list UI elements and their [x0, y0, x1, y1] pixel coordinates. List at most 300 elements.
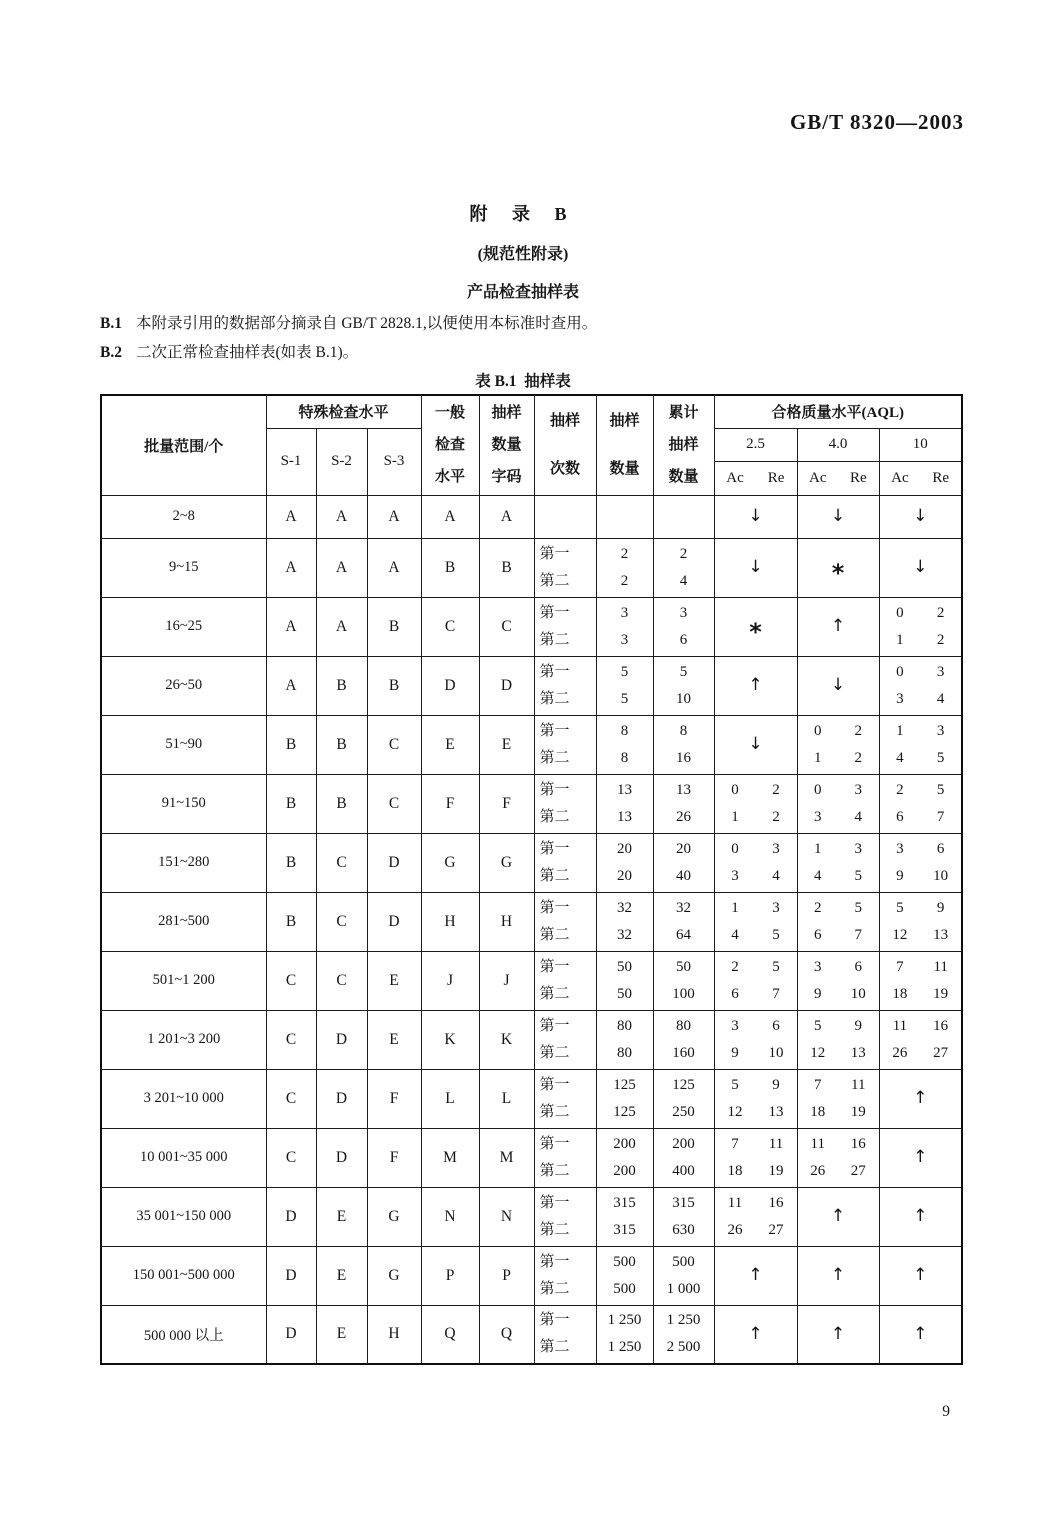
ac-value: 6 [814, 926, 822, 943]
general-cell [421, 1187, 479, 1246]
header-general-level [421, 395, 479, 495]
general-value: J [447, 971, 454, 989]
s2-value: C [336, 912, 347, 930]
cum-qty-cell [653, 495, 714, 538]
s3-value: B [388, 617, 400, 635]
ac-value: 3 [731, 867, 739, 884]
s1-cell [266, 1305, 316, 1364]
code-cell [479, 774, 534, 833]
sample-qty-value: 13 [617, 781, 633, 798]
header-batch-range: 批量范围/个 [101, 395, 266, 495]
batch-range-value: 1 201~3 200 [147, 1031, 221, 1047]
sample-times-cell [534, 1128, 596, 1187]
ac-value: 12 [810, 1044, 826, 1061]
s3-cell [367, 1187, 421, 1246]
s1-value: C [285, 971, 297, 989]
batch-range-value: 501~1 200 [152, 972, 215, 988]
table-row [101, 1010, 962, 1069]
aql-values-line [880, 922, 962, 949]
aql-values-line [798, 1040, 879, 1067]
code-cell [479, 1069, 534, 1128]
aql-values-line [798, 1013, 879, 1040]
aql-cell [879, 1010, 962, 1069]
ac-value: 0 [814, 781, 822, 798]
cum-qty-value: 630 [672, 1221, 695, 1238]
appendix-subtitle: (规范性附录) [477, 246, 569, 263]
ac-value: 5 [814, 1017, 822, 1034]
sample-qty-cell [596, 715, 653, 774]
batch-range-cell [101, 597, 266, 656]
s3-value: C [388, 735, 400, 753]
ac-value: 1 [814, 840, 822, 857]
batch-range-cell [101, 833, 266, 892]
cum-qty-value: 32 [676, 899, 692, 916]
header-cum-qty [653, 395, 714, 495]
table-row [101, 833, 962, 892]
sample-qty-value: 500 [613, 1253, 636, 1270]
paragraph-b1-label: B.1 [100, 315, 122, 332]
sample-times-cell [534, 1010, 596, 1069]
ac-value: 12 [892, 926, 908, 943]
ac-value: 3 [731, 1017, 739, 1034]
code-cell [479, 656, 534, 715]
s3-value: G [388, 1266, 400, 1284]
aql-cell [714, 1305, 797, 1364]
re-value: 3 [772, 840, 780, 857]
cum-qty-value: 13 [676, 781, 692, 798]
s3-cell [367, 951, 421, 1010]
header-ac: Ac [726, 469, 744, 486]
sample-qty-value: 125 [613, 1076, 636, 1093]
code-value: P [502, 1266, 511, 1284]
sample-times-cell [534, 774, 596, 833]
aql-values-line [880, 895, 962, 922]
ac-value: 11 [892, 1017, 908, 1034]
general-cell [421, 656, 479, 715]
sample-times-cell [534, 833, 596, 892]
aql-values-line [715, 922, 797, 949]
general-cell [421, 951, 479, 1010]
ac-value: 6 [731, 985, 739, 1002]
s3-value: A [388, 558, 400, 576]
s2-value: D [335, 1148, 348, 1166]
re-value: 27 [768, 1221, 784, 1238]
sample-qty-value: 20 [617, 867, 633, 884]
cum-qty-value: 64 [676, 926, 692, 943]
aql-cell [797, 656, 879, 715]
sample-times-value: 第一 [539, 604, 570, 621]
s2-cell [316, 1246, 367, 1305]
header-special-group: 特殊检查水平 [266, 395, 421, 428]
aql-values-line [798, 863, 879, 890]
batch-range-value: 150 001~500 000 [132, 1267, 235, 1283]
general-cell [421, 833, 479, 892]
arrow-down-icon: ↓ [748, 734, 763, 754]
cum-qty-value: 10 [676, 690, 692, 707]
s1-value: D [285, 1325, 297, 1343]
ac-value: 3 [896, 840, 904, 857]
table-header-row-1 [101, 395, 962, 428]
header-aql-4-0: 4.0 [797, 428, 879, 461]
aql-cell [797, 1246, 879, 1305]
batch-range-value: 35 001~150 000 [136, 1208, 232, 1224]
sample-times-value: 第二 [539, 690, 570, 707]
sample-times-value: 第一 [539, 1135, 570, 1152]
aql-values-line [715, 1013, 797, 1040]
aql-cell [879, 538, 962, 597]
re-value: 5 [936, 781, 945, 798]
arrow-down-icon: ↓ [748, 557, 763, 577]
s3-cell [367, 656, 421, 715]
header-line: 数量 [491, 436, 522, 453]
aql-cell [714, 715, 797, 774]
cum-qty-cell [653, 892, 714, 951]
aql-values-line [798, 836, 879, 863]
s2-value: B [336, 735, 347, 753]
table-row [101, 538, 962, 597]
table-body [101, 495, 962, 1364]
s3-cell [367, 597, 421, 656]
aql-values-line [715, 1099, 797, 1126]
sample-times-value: 第一 [539, 722, 570, 739]
ac-value: 2 [896, 781, 904, 798]
table-row [101, 495, 962, 538]
sample-times-value: 第一 [539, 958, 570, 975]
re-value: 5 [772, 926, 780, 943]
sample-qty-value: 200 [613, 1162, 636, 1179]
cum-qty-value: 2 500 [666, 1339, 701, 1356]
arrow-up-icon: ↑ [913, 1147, 928, 1167]
re-value: 5 [936, 749, 945, 766]
cum-qty-cell [653, 1010, 714, 1069]
re-value: 27 [933, 1044, 949, 1061]
header-sample-times-lines [535, 397, 596, 493]
cum-qty-value: 80 [676, 1017, 692, 1034]
s1-cell [266, 892, 316, 951]
s1-value: D [285, 1266, 297, 1284]
sample-qty-value: 2 [620, 572, 629, 589]
table-row [101, 1069, 962, 1128]
re-value: 27 [850, 1162, 866, 1179]
aql-values-line [880, 836, 962, 863]
code-cell [479, 597, 534, 656]
table-row [101, 892, 962, 951]
cum-qty-cell [653, 774, 714, 833]
s1-value: A [285, 558, 297, 576]
cum-qty-cell [653, 715, 714, 774]
header-general-level-lines [422, 397, 479, 493]
arrow-down-icon: ↓ [748, 506, 763, 526]
general-cell [421, 597, 479, 656]
header-line: 抽样 [550, 412, 581, 429]
sample-qty-cell [596, 1305, 653, 1364]
s3-value: G [388, 1207, 400, 1225]
ac-value: 9 [814, 985, 822, 1002]
general-value: K [444, 1030, 456, 1048]
s1-cell [266, 656, 316, 715]
header-line: 抽样 [668, 436, 699, 453]
re-value: 19 [933, 985, 949, 1002]
s2-value: A [335, 617, 348, 635]
cum-qty-value: 5 [679, 663, 688, 680]
cum-qty-value: 200 [672, 1135, 695, 1152]
s2-value: E [336, 1207, 347, 1225]
ac-value: 0 [896, 663, 904, 680]
ac-value: 26 [727, 1221, 743, 1238]
sample-qty-value: 5 [620, 690, 629, 707]
batch-range-cell [101, 1187, 266, 1246]
sample-times-value: 第二 [539, 572, 570, 589]
ac-value: 7 [814, 1076, 822, 1093]
s1-value: C [285, 1148, 297, 1166]
s3-cell [367, 892, 421, 951]
s2-cell [316, 1187, 367, 1246]
re-value: 13 [850, 1044, 866, 1061]
sample-qty-value: 50 [617, 985, 633, 1002]
batch-range-value: 9~15 [168, 559, 199, 575]
sample-qty-cell [596, 892, 653, 951]
sample-times-cell [534, 1246, 596, 1305]
sample-qty-value: 80 [617, 1017, 633, 1034]
s3-cell [367, 774, 421, 833]
general-value: N [444, 1207, 456, 1225]
batch-range-value: 51~90 [165, 736, 203, 752]
asterisk-marker: * [831, 558, 845, 587]
sample-times-cell [534, 538, 596, 597]
cum-qty-cell [653, 597, 714, 656]
general-cell [421, 892, 479, 951]
header-aql-2-5: 2.5 [714, 428, 797, 461]
arrow-down-icon: ↓ [913, 557, 928, 577]
sample-times-cell [534, 1305, 596, 1364]
s1-value: B [285, 912, 297, 930]
s2-cell [316, 1010, 367, 1069]
acre-pair [715, 470, 797, 487]
sample-qty-value: 3 [620, 604, 629, 621]
appendix-title: 附 录 B [469, 204, 577, 224]
table-caption: 表 B.1 抽样表 [475, 373, 571, 390]
aql-cell [714, 1246, 797, 1305]
header-sample-times [534, 395, 596, 495]
ac-value: 4 [814, 867, 822, 884]
re-value: 4 [854, 808, 863, 825]
code-value: C [501, 617, 512, 635]
ac-value: 11 [810, 1135, 825, 1152]
s2-cell [316, 892, 367, 951]
s2-cell [316, 715, 367, 774]
sample-qty-value: 315 [613, 1221, 636, 1238]
ac-value: 2 [731, 958, 739, 975]
cum-qty-cell [653, 1305, 714, 1364]
paragraph-b2 [100, 338, 968, 367]
ac-value: 0 [896, 604, 904, 621]
sample-qty-value: 13 [617, 808, 633, 825]
code-cell [479, 538, 534, 597]
s3-value: F [389, 1148, 399, 1166]
s1-value: A [285, 676, 297, 694]
cum-qty-value: 26 [676, 808, 692, 825]
sample-times-cell [534, 951, 596, 1010]
re-value: 16 [933, 1017, 949, 1034]
sample-times-value: 第二 [539, 985, 570, 1002]
s2-value: E [336, 1325, 347, 1343]
code-value: N [500, 1207, 513, 1225]
sample-times-value: 第二 [539, 749, 570, 766]
s3-cell [367, 715, 421, 774]
cum-qty-value: 125 [672, 1076, 695, 1093]
batch-range-value: 26~50 [165, 677, 203, 693]
s3-cell [367, 538, 421, 597]
s2-value: D [335, 1089, 348, 1107]
aql-values-line [798, 1072, 879, 1099]
sample-qty-value: 200 [613, 1135, 636, 1152]
arrow-up-icon: ↑ [913, 1323, 928, 1344]
general-value: Q [444, 1325, 456, 1343]
sample-times-value: 第一 [539, 1017, 570, 1034]
general-value: M [443, 1148, 457, 1166]
batch-range-cell [101, 774, 266, 833]
re-value: 2 [936, 631, 945, 648]
general-value: G [444, 853, 456, 871]
ac-value: 1 [731, 899, 739, 916]
s1-cell [266, 1010, 316, 1069]
s2-cell [316, 1069, 367, 1128]
s2-value: B [336, 676, 347, 694]
sample-qty-value: 1 250 [607, 1312, 642, 1329]
re-value: 3 [936, 663, 945, 680]
aql-values-line [798, 777, 879, 804]
sample-times-value: 第二 [539, 808, 570, 825]
re-value: 5 [854, 867, 863, 884]
s3-cell [367, 1010, 421, 1069]
aql-cell [879, 656, 962, 715]
aql-values-line [715, 954, 797, 981]
batch-range-cell [101, 495, 266, 538]
aql-values-line [715, 1158, 797, 1185]
sample-qty-cell [596, 1246, 653, 1305]
aql-cell [797, 1010, 879, 1069]
re-value: 4 [936, 690, 945, 707]
aql-cell [879, 1128, 962, 1187]
aql-values-line [715, 1040, 797, 1067]
aql-cell [879, 715, 962, 774]
re-value: 11 [933, 958, 948, 975]
aql-cell [714, 833, 797, 892]
cum-qty-value: 40 [676, 867, 692, 884]
aql-values-line [880, 1040, 962, 1067]
aql-values-line [798, 804, 879, 831]
ac-value: 7 [731, 1135, 739, 1152]
cum-qty-cell [653, 1069, 714, 1128]
arrow-up-icon: ↑ [913, 1265, 928, 1285]
sample-qty-cell [596, 656, 653, 715]
batch-range-cell [101, 715, 266, 774]
general-value: D [444, 676, 456, 694]
sample-times-cell [534, 1187, 596, 1246]
sample-times-cell [534, 892, 596, 951]
code-value: M [499, 1148, 514, 1166]
re-value: 4 [772, 867, 780, 884]
table-row [101, 774, 962, 833]
general-value: H [444, 912, 456, 930]
aql-cell [714, 774, 797, 833]
cum-qty-value: 4 [679, 572, 688, 589]
re-value: 2 [854, 749, 863, 766]
batch-range-cell [101, 1246, 266, 1305]
sampling-table [100, 394, 963, 1365]
asterisk-marker: * [749, 617, 762, 646]
re-value: 7 [854, 926, 863, 943]
table-row [101, 1187, 962, 1246]
cum-qty-value: 2 [679, 545, 688, 562]
s3-cell [367, 1305, 421, 1364]
aql-values-line [880, 745, 962, 772]
aql-cell [714, 1010, 797, 1069]
cum-qty-value: 160 [672, 1044, 695, 1061]
sample-qty-value: 500 [613, 1280, 636, 1297]
aql-cell [797, 495, 879, 538]
ac-value: 2 [814, 899, 822, 916]
aql-values-line [880, 1013, 962, 1040]
re-value: 2 [772, 808, 780, 825]
s1-cell [266, 833, 316, 892]
sample-qty-cell [596, 538, 653, 597]
appendix-titles [0, 200, 1046, 302]
cum-qty-cell [653, 656, 714, 715]
aql-values-line [715, 836, 797, 863]
code-value: D [500, 676, 513, 694]
aql-values-line [798, 718, 879, 745]
sample-qty-value: 32 [617, 926, 633, 943]
aql-cell [714, 597, 797, 656]
code-value: E [501, 735, 512, 753]
header-s3: S-3 [367, 428, 421, 495]
general-value: A [444, 507, 456, 525]
aql-values-line [715, 804, 797, 831]
general-cell [421, 715, 479, 774]
general-value: P [445, 1266, 455, 1284]
aql-cell [797, 1305, 879, 1364]
re-value: 3 [854, 781, 863, 798]
sample-times-value: 第一 [539, 781, 570, 798]
aql-values-line [798, 954, 879, 981]
sample-times-value: 第一 [539, 899, 570, 916]
batch-range-value: 151~280 [158, 854, 210, 870]
cum-qty-cell [653, 1187, 714, 1246]
sample-qty-value: 2 [620, 545, 629, 562]
cum-qty-value: 315 [672, 1194, 695, 1211]
sample-times-value: 第一 [539, 545, 570, 562]
header-aql-group: 合格质量水平(AQL) [714, 395, 962, 428]
ac-value: 0 [731, 840, 739, 857]
ac-value: 3 [896, 690, 904, 707]
batch-range-cell [101, 1128, 266, 1187]
s1-value: C [285, 1030, 297, 1048]
s3-value: H [388, 1325, 400, 1343]
ac-value: 5 [896, 899, 904, 916]
paragraph-b2-label: B.2 [100, 344, 122, 361]
code-cell [479, 1187, 534, 1246]
header-ac: Ac [809, 469, 827, 486]
ac-value: 0 [731, 781, 739, 798]
sample-qty-cell [596, 1010, 653, 1069]
ac-value: 5 [731, 1076, 739, 1093]
re-value: 2 [772, 781, 780, 798]
s3-value: D [388, 912, 400, 930]
header-re: Re [767, 469, 785, 486]
table-row [101, 715, 962, 774]
cum-qty-value: 6 [679, 631, 688, 648]
